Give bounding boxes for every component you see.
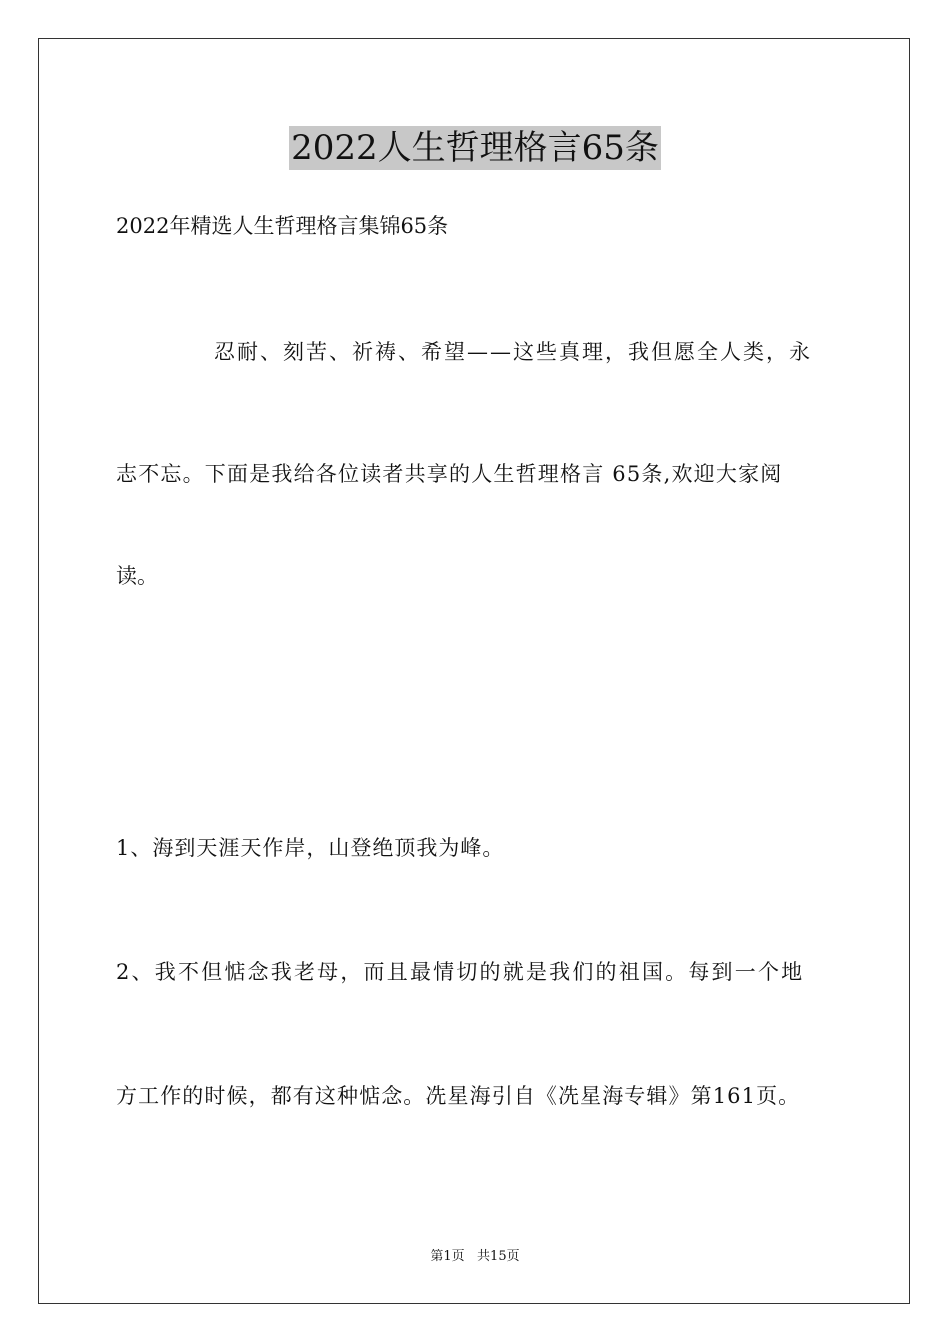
item-1-line-1: 1、海到天涯天作岸，山登绝顶我为峰。 (116, 836, 505, 860)
item-2-line-1: 2、我不但惦念我老母，而且最情切的就是我们的祖国。每到一个地 (116, 960, 805, 984)
intro-line-3: 读。 (116, 564, 158, 588)
intro-line-1: 忍耐、刻苦、祈祷、希望——这些真理，我但愿全人类，永 (214, 340, 812, 364)
intro-line-2: 志不忘。下面是我给各位读者共享的人生哲理格言 65条,欢迎大家阅 (116, 462, 783, 486)
item-2-line-2: 方工作的时候，都有这种惦念。冼星海引自《冼星海专辑》第161页。 (116, 1084, 801, 1108)
document-subtitle: 2022年精选人生哲理格言集锦65条 (116, 214, 449, 238)
page-number-footer: 第1页 共15页 (430, 1249, 520, 1264)
title-container (0, 126, 950, 170)
document-title: 2022人生哲理格言65条 (291, 128, 659, 168)
